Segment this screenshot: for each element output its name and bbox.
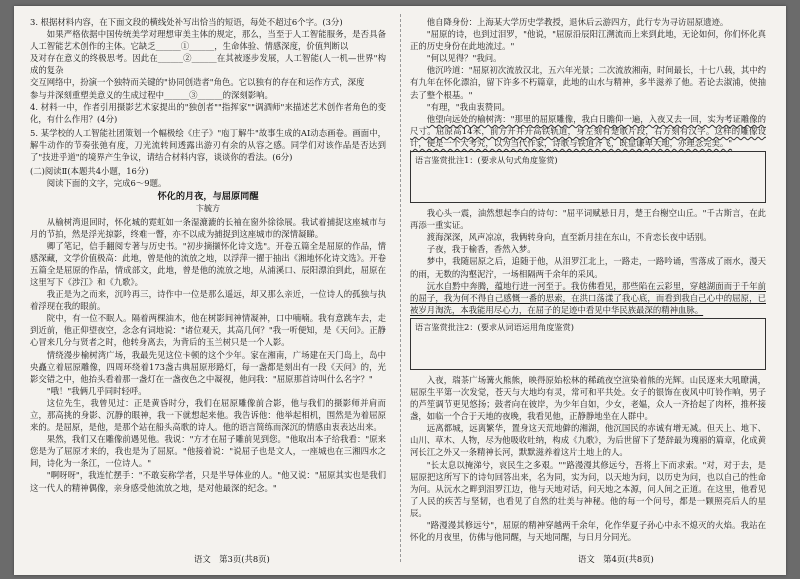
essay-para-2: 卿了笔记，信手翻阅专著与历史书。"初步摘撷怀化诗文选"。开卷五篇全是屈原的作品，情感深藏，文学价值极高：此地，曾是他的流放之地，以浮萍一擢于抽出《湘地怀化诗文选》。开卷五篇全是屈原的作品，情成部文，此地，曾是他的流放之地，从浦溪口、辰阳漂泊到此，屈原在这里写下《涉江》和《九歌》。	[30, 240, 386, 287]
right-para-5: "有理，"我由衷赞同。	[426, 101, 510, 112]
right-para-10: 入夜，瑞茶广场篝火熊熊，映得原始松林的稀疏夜空渲染着熊的光辉。山民逐来大吼瞭满，屈原生平第一次发觉，苍天与大地均有灵，常可和平共处。女子的银饰在夜风中叮铃作响，男子的芦笙调节更见悠扬；鼓者向在彼岸，为少年自如，少女，老媪，众人一齐拾起了肉杯，推杯接盏，如临一个合于天地的夜晚，我看见他，正静静地坐在人群中。	[410, 374, 766, 422]
right-para-12: "长太息以掩涕兮，哀民生之多艰。""路漫漫其修远兮，吾将上下而求索。"对，对于去，是屈原把这所写下的诗句回答出来，名为同，实为问，以天地为问，以历史为问，也以自己的性命为问。从沅水之畔到泪罗江边，他与天地对话，问天地之本源，问人间之正道。在这里，他看见了人民的疾苦与坚韧，也看见了自然的壮美与神秘。他的每一个问号，都是一颗照亮后人的星辰。	[410, 459, 766, 518]
section-heading: (二)阅读Ⅱ(本题共4小题，16分)	[30, 166, 149, 177]
right-para-8: 子夜，我于榆香，香然入梦。	[426, 244, 536, 255]
right-para-3: "何以见得？"我问。	[426, 53, 502, 64]
question-5: 5. 某学校的人工智能社团策划一个幅极绘《庄子》"庖丁解牛"故事生成的AI动态画卷。画面中，解牛动作的节奏张弛有度，刀光流转间透露出游刃有余的从容之感。同学们对该作品是否达到了"技进乎道"的境界产生争议，请结合材料内容，谈谈你的看法。(6分)	[30, 127, 386, 163]
right-para-4: 他沉吟道："屈原初次流放汉北，五六年光景；二次流放湘南，时间最长，十七八载，其中约有九年在怀化漂泊，留下许多不朽篇章，此地的山水与精神，多半滋养了他。若论去淑浦，使抽去了整个根基。"	[410, 65, 766, 100]
underlined-text: 沅水自黔中奔腾，蕴地行进一河至于。我仿佛看见，那些陷在云彩里，穿越湖面而于千年前的屈子，我为何不得自己感慨一番的思索，在洪口荡漾了我心底，而看到我自己心中的屈原，已被岁月淘洗，本我能用尽心力，在屈子的足迹中看见中华民族最深的精神血脉。	[410, 280, 766, 315]
wavy-underlined-para	[410, 113, 766, 149]
annotation-box-1-label: 语言鉴赏批注1：(要求从句式角度鉴赏)	[415, 155, 558, 166]
page-4	[410, 16, 766, 546]
question-3: 3. 根据材料内容，在下面文段的横线处补写出恰当的短语，每处不超过6个字。(3分)	[30, 17, 343, 27]
essay-para-3: 我正是为之而来，沉吟再三，诗作中一位是那么遥远，却又那么亲近，一位诗人的孤独与执着浮现在我的眼前。	[30, 289, 386, 312]
right-para-1: 他自降身份：上海某大学历史学教授，退休后云游四方，此行专为寻访屈原遗迹。	[426, 17, 729, 27]
right-para-7: 渡海深深，风声凉凉，我俩转身向，直至新月挂在东山，不肯恋长夜中话别。	[426, 232, 712, 243]
wavy-underlined-text: 他望向远处的榆树湾："那里的屈原雕像，我白日瞻仰一遍，入夜又去一回，实为考证雕像的尺寸。屈原高14米，前方开井开高铁轨道，身左刻有楚歌片段，右方刻有汉字。这样的雕像设计，便是一个大考究，以为当代作家，诗歌与铁道齐飞，既显谦卑大地，亦理念完美。"	[410, 113, 766, 148]
underlined-para	[410, 280, 766, 316]
essay-author: 卞毓方	[196, 204, 220, 214]
q3-passage-line3: 交互网络中，扮演一个独特而关键的"协同创造者"角色。它以独有的存在和运作方式，深度	[30, 77, 365, 88]
q3-passage-line4: 参与并深刻重塑美意义的生成过程中______③______的深刻影响。	[30, 89, 273, 100]
q3-passage-line1: 如果严格依据中国传统美学对理想审美主体的规定，那么，当至于人工智能服务，是否具备人工智能艺术创作的主体。它缺乏______①______，生命体验、情感深度，价值判断以	[30, 29, 386, 52]
annotation-box-2[interactable]	[410, 318, 766, 370]
right-para-6: 我心头一震，油然想起李白的诗句："屈平词赋悬日月，楚王台榭空山丘。"千古斯言，在此再添一重实证。	[410, 208, 766, 231]
page-divider	[400, 14, 401, 562]
right-para-2: "屈原的诗，也到过泪罗，"他说，"屈原沿辰阳江溯流而上来到此地，无论如何，你们怀化真正的历史身份在此地流过。"	[410, 29, 766, 52]
annotation-box-2-label: 语言鉴赏批注2：(要求从词语运用角度鉴赏)	[415, 321, 574, 332]
question-4: 4. 材料一中，作者引用摄影艺术家提出的"独创者""指挥家""调酒师"来描述艺术创作者角色的变化，有什么作用？(4分)	[30, 101, 386, 124]
essay-para-5: 情绕漫步榆树湾广场，我最先见这位卡顿的这个少年。家在湘南，广场建在天门岛上，岛中央矗立着屈原雕像，四周环绕着173盏古典屈原形路灯，每一盏都是刻出有一段《天问》的，光影交错之中，他抬头看着那一盏灯在一盏夜色之中凝视，他问我："屈原那首诗叫什么名字？"	[30, 349, 386, 384]
q3-passage-line2: 及对存在意义的终极思考。因此在______②______在其被逐步发展，人工智能(人一机—世界"构成的复杂	[30, 53, 386, 76]
exam-sheet	[14, 6, 786, 575]
essay-para-6: "哦！"我俩几乎同时轻呼。	[46, 385, 147, 396]
page-3-footer: 语文 第3页(共8页)	[194, 554, 270, 564]
right-para-13: "路漫漫其修远兮"，屈原的精神穿越两千余年，化作华夏子孙心中永不熄灭的火焰。我站在怀化的月夜里，仿佛与他同醒，与天地同醒，与日月分同光。	[410, 520, 766, 543]
essay-para-9: "啊呀呀"，我连忙摆手："不敢妄称学者，只是半导体业的人。"他又说："屈原其实也是我们这一代人的精神偶像，亲身感受他流放之地，是对他最深的纪念。"	[30, 470, 386, 493]
right-para-9: 梦中，我随屈原之后，追随于他，从泪罗江北上，一路走，一路吟诵，雪落成了雨水，漫天的雨，无数的沟壑泥泞，一场相隔两千余年的采风。	[410, 256, 766, 279]
annotation-box-1[interactable]	[410, 151, 766, 203]
section-instruction: 阅读下面的文字，完成6～9题。	[46, 178, 167, 189]
essay-para-4: 院中，有一位不眠人。隔着两棵油木，他在树影间神情凝神，口中喃喃。我有意跳车去，走到近前，他正仰望夜空，念念有词地说："诸位观天，其高几何？"我一听便知，是《天问》。正静心冒来几分与贤者之时，他转身离去，为背后的玉兰树只是一个人影。	[30, 313, 386, 348]
page-4-footer: 语文 第4页(共8页)	[578, 554, 654, 564]
page-3	[30, 16, 386, 546]
right-para-11: 远离都城，远离繁华，置身这天荒地僻的湘湖，他沉国民的赤诚有增无减。但天上、地下、山川、草木、人物，尽为他吸收吐纳，构成《九歌》，为后世留下了楚辞最为瑰丽的篇章，化成黄河长江之外又一条精神长河，默默滋养着这片土地上的人。	[410, 423, 766, 458]
essay-para-8: 果然，我们又在雕像前遇见他。我说："方才在屈子雕前见到您。"他取出本子给我看："原来您是为了屈原才来的，我也是为了屈原。"他接着说："说屈子也是文人，一座城也在三湘四水之间，诗化为一条江，一位诗人。"	[30, 434, 386, 469]
essay-para-7: 这位先生，我曾见过：正是黄昏时分，我们在屈原雕像前合影，他与我们的摄影师并肩而立，那高挑的身影、沉静的眼神，我一下就想起来他。我告诉他：他举起相机，围然是为着屈原来的。是屈原，是他，是那个站在船头高歌的诗人。他的语言简练而深沉的情感由衷表达出来。	[30, 397, 386, 433]
essay-para-1: 从榆树湾退回时，怀化城的霓虹如一条湿漉漉的长袖在窗外徐徐展。我试着捕捉这座城市与月的节拍，然是浮光掠影，终难一瞥，亦不以成为捕捉到这座城市的深情凝睇。	[30, 216, 386, 239]
essay-title: 怀化的月夜，与屈原同醒	[157, 191, 259, 203]
